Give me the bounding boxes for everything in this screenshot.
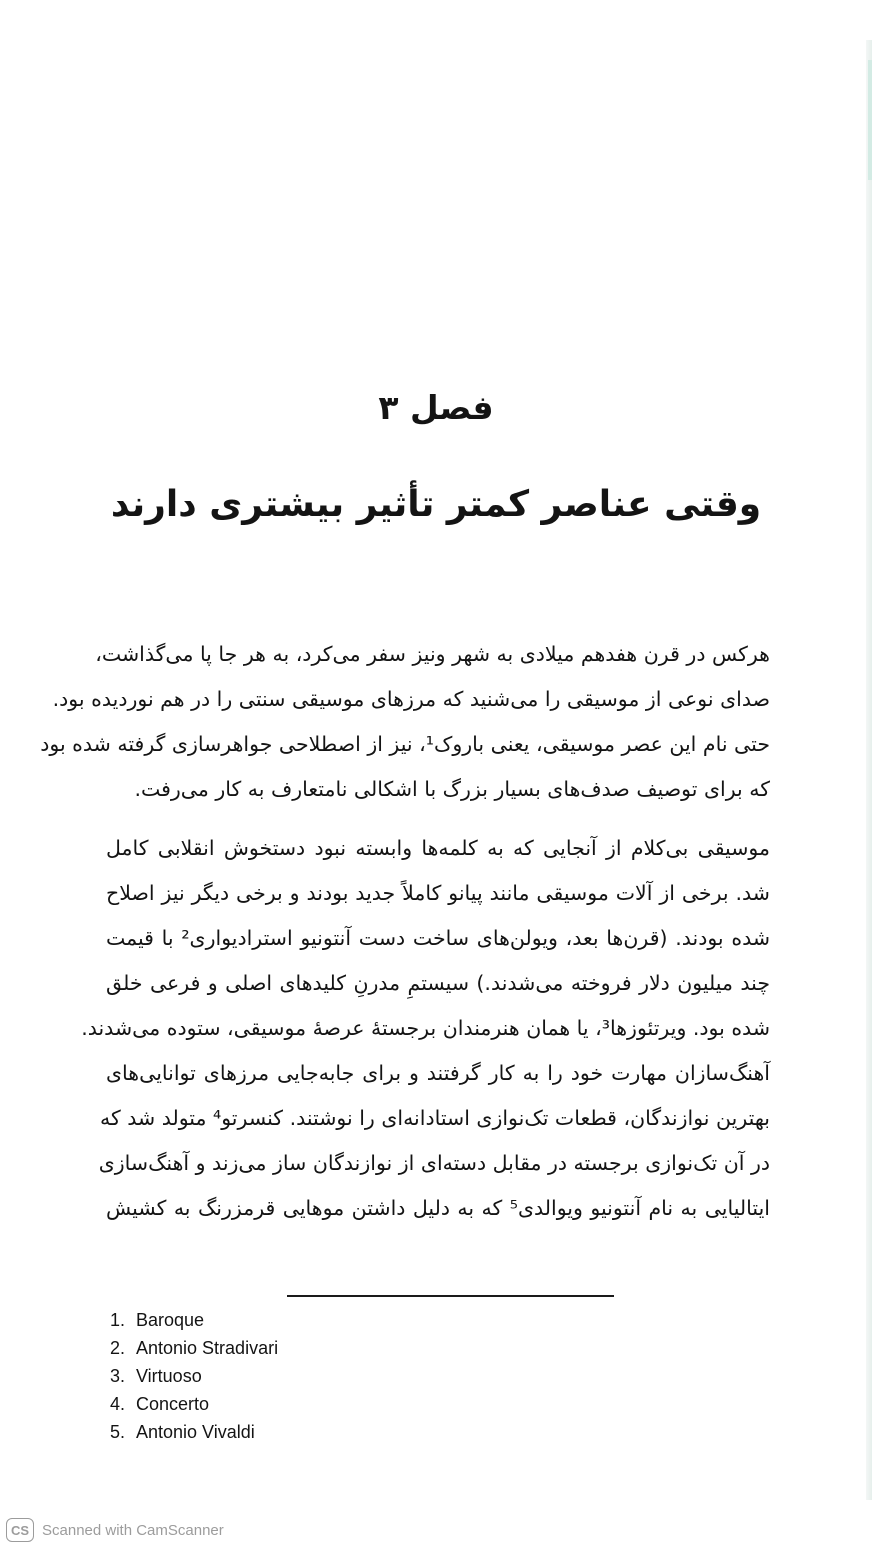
footnote-text: Baroque (136, 1310, 205, 1330)
footnote-list (110, 1306, 278, 1446)
chapter-title: وقتی عناصر کمتر تأثیر بیشتری دارند (110, 484, 762, 525)
footnote-number: 5. (110, 1422, 126, 1442)
footnote-divider (287, 1295, 614, 1297)
footnote-item (110, 1390, 278, 1418)
footnote-number: 3. (110, 1366, 126, 1386)
text-line: شد. برخی از آلات موسیقی مانند پیانو کاملاً جدید بودند و برخی دیگر نیز اصلاح (106, 881, 770, 905)
text-line: ایتالیایی به نام آنتونیو ویوالدی⁵ که به دلیل داشتن موهایی قرمزرنگ به کشیش (106, 1196, 771, 1220)
watermark-text: Scanned with CamScanner (42, 1521, 224, 1539)
text-line: بهترین نوازندگان، قطعات تک‌نوازی استادانه‌ای را نوشتند. کنسرتو⁴ متولد شد که (99, 1106, 770, 1130)
chapter-label: فصل ۳ (378, 388, 494, 427)
text-line: چند میلیون دلار فروخته می‌شدند.) سیستمِ مدرنِ کلیدهای اصلی و فرعی خلق (106, 971, 770, 995)
footnote-text: Antonio Vivaldi (136, 1422, 255, 1442)
text-line: هرکس در قرن هفدهم میلادی به شهر ونیز سفر می‌کرد، به هر جا پا می‌گذاشت، (95, 642, 770, 666)
paragraph-2 (81, 826, 771, 1231)
text-line: آهنگ‌سازان مهارت خود را به کار گرفتند و برای جابه‌جایی مرزهای توانایی‌های (106, 1061, 770, 1085)
footnote-number: 1. (110, 1310, 126, 1330)
text-line: شده بود. ویرتئوزها³، یا همان هنرمندان برجستهٔ عرصهٔ موسیقی، ستوده می‌شدند. (81, 1016, 770, 1040)
footnote-item (110, 1362, 278, 1390)
text-line: صدای نوعی از موسیقی را می‌شنید که مرزهای موسیقی سنتی را در هم نوردیده بود. (52, 687, 770, 711)
footnote-item (110, 1306, 278, 1334)
text-line: حتی نام این عصر موسیقی، یعنی باروک¹، نیز از اصطلاحی جواهرسازی گرفته شده بود (40, 732, 770, 756)
page-edge (866, 40, 872, 1500)
footnote-text: Virtuoso (136, 1366, 202, 1386)
paragraph-1 (40, 632, 770, 812)
text-line: شده بودند. (قرن‌ها بعد، ویولن‌های ساخت دست آنتونیو استرادیواری² با قیمت (106, 926, 771, 950)
page-edge-accent (868, 60, 872, 180)
footnote-text: Antonio Stradivari (136, 1338, 279, 1358)
text-line: که برای توصیف صدف‌های بسیار بزرگ با اشکالی نامتعارف به کار می‌رفت. (134, 777, 770, 801)
footnote-number: 2. (110, 1338, 126, 1358)
footnote-number: 4. (110, 1394, 126, 1414)
camscanner-logo-icon: CS (6, 1518, 34, 1542)
text-line: در آن تک‌نوازی برجسته در مقابل دسته‌ای از نوازندگان ساز می‌زند و آهنگ‌سازی (98, 1151, 770, 1175)
scanner-watermark (0, 1514, 224, 1546)
footnote-item (110, 1334, 278, 1362)
footnote-item (110, 1418, 278, 1446)
footnote-text: Concerto (136, 1394, 210, 1414)
text-line: موسیقی بی‌کلام از آنجایی که به کلمه‌ها وابسته نبود دستخوش انقلابی کامل (106, 836, 770, 860)
